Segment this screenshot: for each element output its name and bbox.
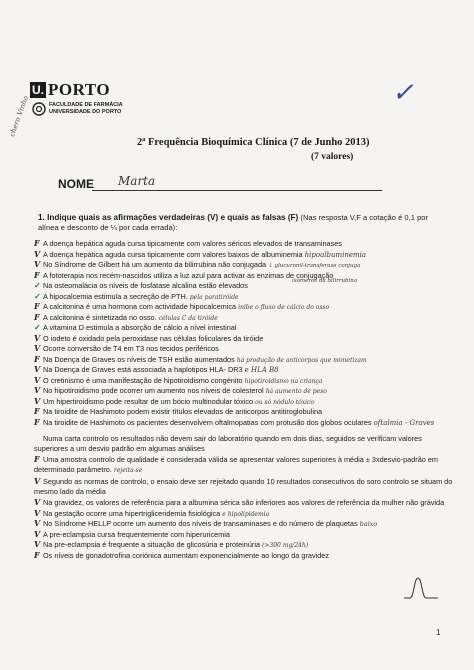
handwritten-note: pela paratiróide <box>189 293 239 301</box>
list-item: F Os níveis de gonadotrofina coriónica aumentam exponencialmente ao longo da gravidez <box>34 549 329 560</box>
handwritten-note: hipoalbuminemia <box>304 250 367 259</box>
answer-mark: V <box>34 475 41 486</box>
exam-title: 2ª Frequência Bioquímica Clínica (7 de Junho 2013) <box>137 137 370 148</box>
answer-mark: V <box>34 332 41 343</box>
answer-mark: V <box>34 507 41 518</box>
list-item: V Segundo as normas de controlo, o ensaio deve ser rejeitado quando 10 resultados consecutivos do soro controlo se situam do mesmo lado da média <box>34 475 453 496</box>
margin-handwritten-note: chero Vinho <box>8 94 31 138</box>
answer-mark: V <box>34 539 41 549</box>
answer-mark: ✓ <box>34 290 41 301</box>
exam-points: (7 valores) <box>311 152 354 162</box>
answer-mark: V <box>34 364 41 374</box>
list-item: V Na gestação ocorre uma hipertrigliceridemia fisiológica e hipolipidemia <box>34 507 270 518</box>
answer-mark: V <box>34 528 41 539</box>
logo-letter: U. <box>32 83 44 97</box>
list-item: Numa carta controlo os resultados não devem sair do laboratório quando em dois dias, seguidos se verificam valores superiores a um desvio padrão em algumas análises <box>34 433 422 453</box>
handwritten-note: e HLA B8 <box>244 366 279 374</box>
list-item: V O iodeto é oxidado pela peroxidase nas células foliculares da tiróide <box>34 332 264 343</box>
list-item: F Na Doença de Graves os níveis de TSH estão aumentados há produção de anticorpos que mimetizam <box>34 353 367 364</box>
answer-mark: ✓ <box>34 322 41 332</box>
answer-mark: F <box>34 301 40 311</box>
answer-mark: F <box>34 238 40 248</box>
handwritten-note: células C da tiróide <box>158 314 218 322</box>
instructions: 1. Indique quais as afirmações verdadeiras (V) e quais as falsas (F) (Nas resposta V,F a cotação é 0,1 por alínea e desconto de ¼ por cada errada): <box>38 213 429 232</box>
handwritten-note: inibe o fluxo de cálcio do osso <box>238 304 330 311</box>
list-item: V No Síndrome de Gilbert há um aumento da bilirrubina não conjugada ↓ glucuronil-transferase conjuga <box>34 259 361 269</box>
handwritten-note: e hipolipidemia <box>222 510 270 518</box>
list-item: ✓ A vitamina D estimula a absorção de cálcio a nível intestinal <box>34 322 237 332</box>
answer-mark: F <box>34 549 40 560</box>
handwritten-note: oftalmia - Graves <box>373 418 435 427</box>
university-logo <box>30 80 130 116</box>
list-item: V Na gravidez, os valores de referência para a albumina sérica são inferiores aos valores de referência da mulher não grávida <box>34 496 445 507</box>
logo-name: PORTO <box>48 80 111 99</box>
handwritten-note: rejeita-se <box>113 466 143 474</box>
list-item: isómeros da bilirrubina ✓ Na osteomalácia os níveis de fosfatase alcalina estão elevados <box>34 278 358 290</box>
handwritten-note: ou só nódulo tóxico <box>255 398 315 406</box>
handwritten-note: (>300 mg/24h) <box>262 542 309 549</box>
question-list <box>34 238 454 560</box>
answer-mark: F <box>34 311 40 322</box>
list-item: F Uma amostra controlo de qualidade é considerada válida se apresentar valores superiores à média ± 3xdesvio-padrão em determinado parâmetro. rejeita-se <box>34 453 439 474</box>
list-item: F Na tiroidite de Hashimoto podem existir títulos elevados de anticorpos antitiroglobulina <box>34 406 323 416</box>
faculty-emblem-icon <box>32 102 46 116</box>
list-item: F A fototerapia nos recém-nascidos utiliza a luz azul para activar as enzimas de conjugação <box>34 269 334 280</box>
name-label: NOME <box>58 177 94 191</box>
list-item: F Na tiroidite de Hashimoto os pacientes desenvolvem oftalmopatias com protusão dos globos oculares oftalmia - Graves <box>34 416 435 427</box>
answer-mark: V <box>34 343 41 353</box>
answer-mark: ✓ <box>34 280 41 290</box>
handwritten-note: ↓ glucuronil-transferase conjuga <box>268 263 361 269</box>
answer-mark: V <box>34 248 41 259</box>
list-item: V Um hipertiroidismo pode resultar de um bócio multinodular tóxico ou só nódulo tóxico <box>34 395 315 406</box>
answer-mark: V <box>34 496 41 507</box>
handwritten-note: há aumento de peso <box>265 388 327 395</box>
list-item: V A doença hepática aguda cursa tipicamente com valores baixos de albuminemia hipoalbuminemia <box>34 248 367 259</box>
list-item: ✓ A hipocalcemia estimula a secreção de PTH. pela paratiróide <box>34 290 239 301</box>
list-item: V O cretinismo é uma manifestação de hipotiroidismo congénito hipotiroidismo na criança <box>34 374 323 385</box>
faculty-name: FACULDADE DE FARMÁCIA UNIVERSIDADE DO PORTO <box>30 102 130 116</box>
handwritten-note: baixo <box>359 520 378 528</box>
answer-mark: V <box>34 385 41 395</box>
handwritten-note: hipotiroidismo na criança <box>244 377 323 385</box>
answer-mark: F <box>34 269 40 280</box>
list-item: F A doença hepática aguda cursa tipicamente com valores séricos elevados de transaminases <box>34 238 342 248</box>
answer-mark: F <box>34 453 40 464</box>
handwritten-note: isómeros da bilirrubina <box>292 278 358 284</box>
list-item: V Ocorre conversão de T4 em T3 nos tecidos periféricos <box>34 343 219 353</box>
answer-mark: F <box>34 353 40 364</box>
list-item: V A pre-eclampsia cursa frequentemente com hiperuricemia <box>34 528 230 539</box>
answer-mark: V <box>34 518 41 528</box>
answer-mark: F <box>34 406 40 416</box>
list-item: V No Síndrome HELLP ocorre um aumento dos níveis de transaminases e do número de plaquetas baixo <box>34 518 378 528</box>
handwritten-note: há produção de anticorpos que mimetizam <box>236 356 367 364</box>
answer-mark: V <box>34 374 41 385</box>
list-item: V Na pre-eclampsia é frequente a situação de glicosúria e proteinúria (>300 mg/24h) <box>34 539 309 549</box>
name-line <box>92 190 382 191</box>
answer-mark: V <box>34 395 41 406</box>
answer-mark: V <box>34 259 41 269</box>
list-item: F A calcitonina é uma hormona com actividade hipocalcemica inibe o fluxo de cálcio do osso <box>34 301 330 311</box>
list-item: F A calcitonina é sintetizada no osso. células C da tiróide <box>34 311 218 322</box>
exam-date: (7 de Junho 2013) <box>289 137 370 148</box>
handwritten-curve-sketch <box>402 574 442 602</box>
page-number: 1 <box>436 628 441 637</box>
list-item: V Na Doença de Graves está associada a haplotipos HLA- DR3 e HLA B8 <box>34 364 279 374</box>
answer-mark: F <box>34 416 40 427</box>
pen-check-mark: ✓ <box>392 78 414 108</box>
name-value: Marta <box>118 174 156 188</box>
list-item: V No hipotiroidismo pode ocorrer um aumento nos níveis de colesterol há aumento de peso <box>34 385 327 395</box>
